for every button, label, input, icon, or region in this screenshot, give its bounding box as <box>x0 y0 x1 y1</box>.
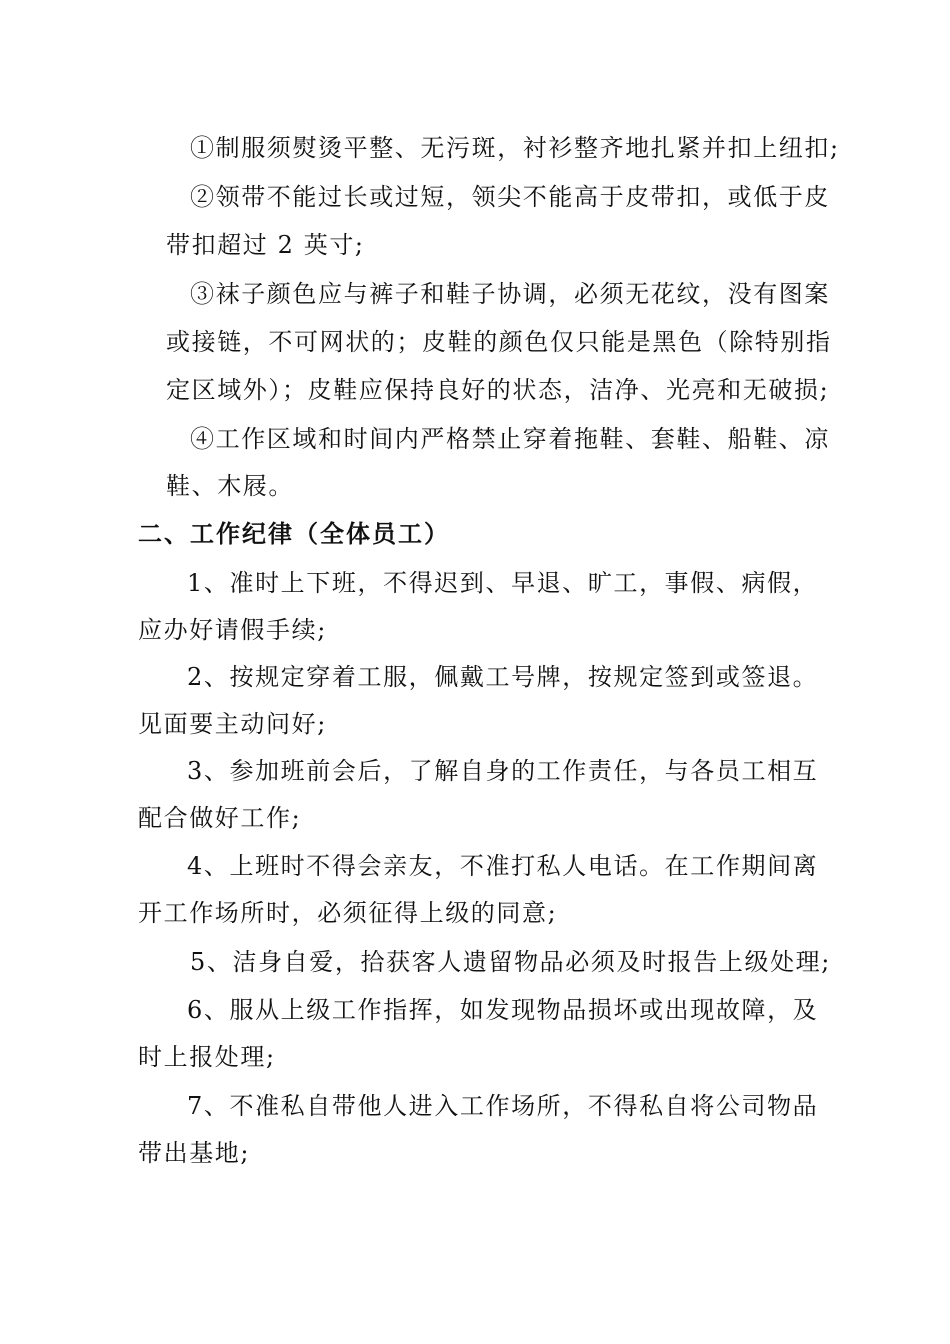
uniform-item-4-line-2: 鞋、木屐。 <box>166 472 294 500</box>
discipline-item-7-line-1: 7、不准私自带他人进入工作场所，不得私自将公司物品 <box>187 1092 819 1120</box>
uniform-item-2-line-1: ②领带不能过长或过短，领尖不能高于皮带扣，或低于皮 <box>190 183 830 211</box>
discipline-item-2-line-2: 见面要主动问好; <box>138 710 327 738</box>
discipline-item-2-line-1: 2、按规定穿着工服，佩戴工号牌，按规定签到或签退。 <box>187 663 819 691</box>
uniform-item-3-line-2: 或接链，不可网状的；皮鞋的颜色仅只能是黑色（除特别指 <box>166 328 832 356</box>
uniform-item-4-line-1: ④工作区域和时间内严格禁止穿着拖鞋、套鞋、船鞋、凉 <box>190 425 830 453</box>
uniform-item-3-line-3: 定区域外）；皮鞋应保持良好的状态，洁净、光亮和无破损; <box>166 376 830 404</box>
uniform-item-3-line-1: ③袜子颜色应与裤子和鞋子协调，必须无花纹，没有图案 <box>190 280 830 308</box>
discipline-item-7-line-2: 带出基地; <box>138 1139 251 1167</box>
discipline-item-5-line-1: 5、洁身自爱，拾获客人遗留物品必须及时报告上级处理; <box>190 948 831 976</box>
discipline-item-1-line-1: 1、准时上下班，不得迟到、早退、旷工，事假、病假， <box>187 569 819 597</box>
uniform-item-1-line-1: ①制服须熨烫平整、无污斑，衬衫整齐地扎紧并扣上纽扣; <box>190 134 840 162</box>
section-heading: 二、工作纪律（全体员工） <box>138 520 450 548</box>
discipline-item-4-line-1: 4、上班时不得会亲友，不准打私人电话。在工作期间离 <box>187 852 819 880</box>
discipline-item-3-line-2: 配合做好工作; <box>138 804 302 832</box>
discipline-item-6-line-1: 6、服从上级工作指挥，如发现物品损坏或出现故障，及 <box>187 996 819 1024</box>
uniform-item-2-line-2: 带扣超过 2 英寸; <box>166 231 365 259</box>
discipline-item-3-line-1: 3、参加班前会后，了解自身的工作责任，与各员工相互 <box>187 757 819 785</box>
discipline-item-1-line-2: 应办好请假手续; <box>138 616 327 644</box>
discipline-item-6-line-2: 时上报处理; <box>138 1043 276 1071</box>
discipline-item-4-line-2: 开工作场所时，必须征得上级的同意; <box>138 899 558 927</box>
